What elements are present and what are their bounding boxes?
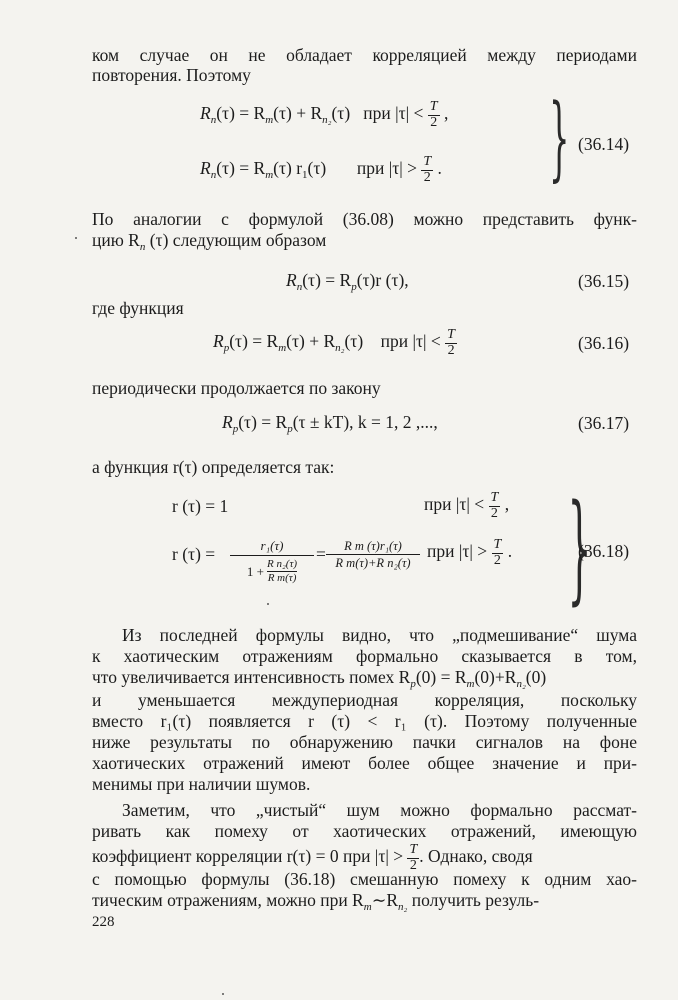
equation-36-18-row2-cond: при |τ| > $\frac{T}{2}$ . [427,537,513,568]
text-line: вместо r₁(τ) появляется r (τ) < r₁ (τ). Поэтому полученные [92,711,637,731]
text-line: периодически продолжается по закону [92,378,381,398]
text-line: менимы при наличии шумов. [92,774,311,794]
fraction-r: r₁(τ) 1 + $\frac{\text{R n₂(τ)}}{\text{R m(τ)}}$ [230,538,314,585]
equation-36-16: $R_p(\tau) = R_m(\tau) + R_{n_2}(\tau)$ при |τ| < $\frac{T}{2}$ [213,327,455,358]
right-brace: } [549,84,570,191]
text-line: коэффициент корреляции r(τ) = 0 при |τ| > $\frac{T}{2}$ . Однако, сводя [92,842,533,873]
equation-36-14-row1: $R_n(\tau) = R_m(\tau) + R_{n_2}(\tau)$ при |τ| < $\frac{T}{2}$ , [200,99,449,130]
text-line: цию $R_n$ (τ) следующим образом [92,230,327,253]
equation-36-15: $R_n(\tau) = R_p(\tau)r$ (τ), [286,270,409,293]
text-line: а функция r(τ) определяется так: [92,457,335,477]
text-line: ривать как помеху от хаотических отражений, имеющую [92,821,637,841]
scan-speck [267,603,269,605]
text-line: хаотических отражений имеют более общее значение и при- [92,753,637,773]
equation-label: (36.14) [578,134,630,154]
text-line: к хаотическим отражениям формально сказывается в том, [92,646,637,666]
page-number: 228 [92,914,115,930]
text-line: с помощью формулы (36.18) смешанную помеху к одним хао- [92,869,637,889]
equation-label: (36.18) [578,541,630,561]
equation-36-18-row2: r (τ) = [172,544,216,564]
text-line: Заметим, что „чистый“ шум можно формально рассмат- [122,800,637,820]
text-line: где функция [92,298,184,318]
fraction-r-alt: R m (τ)r₁(τ) R m(τ)+R n₂(τ) [326,538,420,571]
equation-36-18-row1: r (τ) = 1 [172,496,229,516]
equation-label: (36.15) [578,271,630,291]
equation-36-14-row2: $R_n(\tau) = R_m(\tau)$ $r_1(\tau)$ при |τ| > $\frac{T}{2}$ . [200,154,442,185]
text-line: ниже результаты по обнаружению пачки сигналов на фоне [92,732,637,752]
text-line: тическим отражениям, можно при $R_m\sim R_{n_2}$ получить резуль- [92,890,540,913]
equation-36-18-row1-cond: при |τ| < $\frac{T}{2}$ , [424,490,510,521]
equation-label: (36.16) [578,333,630,353]
text-line: По аналогии с формулой (36.08) можно представить функ- [92,209,637,229]
text-line: и уменьшается междупериодная корреляция, поскольку [92,690,637,710]
text-line: Из последней формулы видно, что „подмешивание“ шума [122,625,637,645]
text-line: что увеличивается интенсивность помех $R_p(0) = R_m(0)+R_{n_2}(0)$ [92,667,547,690]
text-line: ком случае он не обладает корреляцией между периодами [92,45,637,65]
text-line: повторения. Поэтому [92,65,251,85]
scan-speck [75,237,77,239]
equation-36-17: $R_p(\tau) = R_p(\tau \pm kT)$, k = 1, 2 ,..., [222,412,438,435]
equals-sign: = [316,544,326,564]
equation-label: (36.17) [578,413,630,433]
scan-speck [222,993,224,995]
right-brace: } [567,478,592,616]
